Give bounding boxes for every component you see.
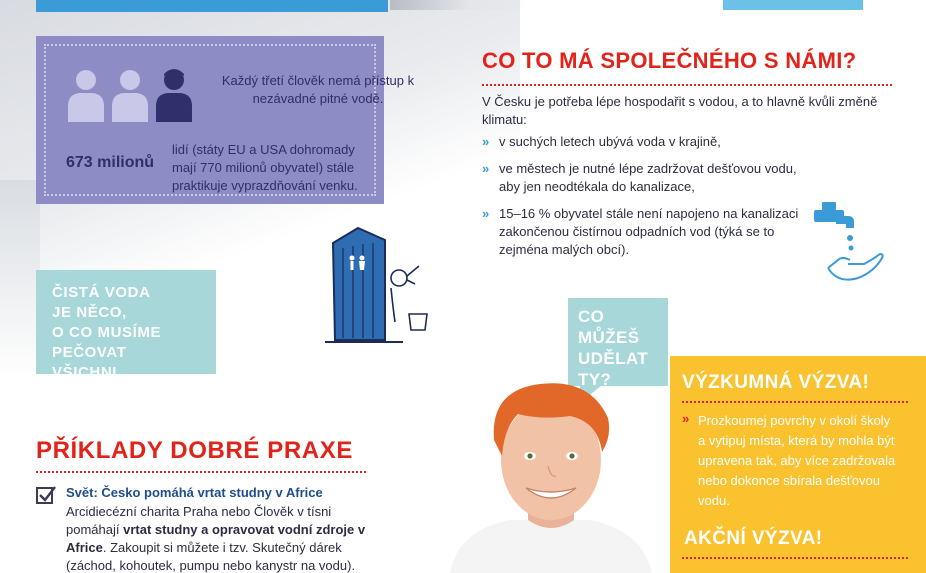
top-right-bar bbox=[723, 0, 863, 10]
us-section-list bbox=[482, 133, 812, 268]
chevron-icon: » bbox=[482, 161, 490, 176]
chevron-icon: » bbox=[682, 411, 690, 426]
bubble-line: CO MŮŽEŠ bbox=[578, 307, 640, 347]
us-section-intro: V Česku je potřeba lépe hospodařit s vodou, a to hlavně kvůli změně klimatu: bbox=[482, 94, 878, 127]
research-challenge-text: Prozkoumej povrchy v okolí školy a vytipuj místa, která by mohla být upravena tak, aby více zadržovala nebo dokonce sbírala dešťovou vodu. bbox=[698, 413, 896, 508]
good-practice-heading: PŘÍKLADY DOBRÉ PRAXE bbox=[36, 437, 353, 464]
example-text-part: Arcidiecézní charita Praha nebo Člověk v tísni pomáhají bbox=[66, 504, 332, 537]
stats-box bbox=[36, 36, 415, 204]
challenge-divider bbox=[682, 557, 908, 559]
bubble-line: UDĚLAT bbox=[578, 349, 649, 368]
clean-water-box bbox=[36, 270, 216, 381]
clean-water-line: PEČOVAT VŠICHNI. bbox=[52, 344, 127, 381]
list-item-text: 15–16 % obyvatel stále není napojeno na kanalizaci zakončenou čistírnou odpadních vod (týká se to zejména malých obcí). bbox=[499, 206, 799, 257]
clean-water-line: O CO MUSÍME bbox=[52, 324, 162, 341]
background-fade bbox=[0, 180, 40, 380]
people-illustration bbox=[66, 66, 196, 126]
one-in-three-text: Každý třetí člověk nemá přístup k nezávadné pitné vodě. bbox=[221, 73, 415, 106]
checkbox-icon bbox=[36, 485, 56, 505]
person-highlighted-icon bbox=[154, 66, 194, 122]
outhouse-illustration bbox=[323, 218, 443, 348]
list-item bbox=[482, 133, 812, 151]
list-item-text: ve městech je nutné lépe zadržovat dešťovou vodu, aby jen neodtékala do kanalizace, bbox=[499, 161, 797, 194]
heading-divider bbox=[482, 84, 892, 86]
clean-water-line: JE NĚCO, bbox=[52, 304, 127, 321]
action-challenge-title: AKČNÍ VÝZVA! bbox=[684, 528, 823, 549]
bubble-line: TY? bbox=[578, 370, 612, 389]
list-item bbox=[482, 160, 812, 196]
stat-number: 673 milionů bbox=[66, 154, 155, 171]
chevron-icon: » bbox=[482, 206, 490, 221]
challenge-divider bbox=[682, 401, 908, 403]
list-item bbox=[482, 205, 812, 259]
top-blue-bar bbox=[36, 0, 388, 12]
challenge-box bbox=[670, 356, 926, 573]
example-text-bold: vrtat studny a opravovat vodní zdroje v Africe bbox=[66, 522, 366, 555]
person-icon bbox=[110, 66, 150, 122]
background-diagonal bbox=[390, 0, 525, 10]
example-text bbox=[66, 503, 366, 573]
stats-border bbox=[44, 44, 415, 196]
heading-divider bbox=[36, 471, 366, 473]
list-item-text: v suchých letech ubývá voda v krajině, bbox=[499, 134, 721, 149]
example-title: Svět: Česko pomáhá vrtat studny v Africe bbox=[66, 485, 323, 500]
water-tap-icon bbox=[808, 198, 888, 290]
boy-photo bbox=[440, 370, 660, 573]
chevron-icon: » bbox=[482, 134, 490, 149]
stat-number-text: lidí (státy EU a USA dohromady mají 770 milionů obyvatel) stále praktikuje vyprazdňování venku. bbox=[172, 142, 358, 193]
clean-water-line: ČISTÁ VODA bbox=[52, 284, 151, 301]
research-challenge-title: VÝZKUMNÁ VÝZVA! bbox=[682, 372, 870, 393]
person-icon bbox=[66, 66, 106, 122]
us-section-heading: CO TO MÁ SPOLEČNÉHO S NÁMI? bbox=[482, 48, 857, 73]
example-text-part: . Zakoupit si můžete i tzv. Skutečný dárek (záchod, kohoutek, pumpu nebo kanystr na vodu). bbox=[66, 540, 356, 573]
